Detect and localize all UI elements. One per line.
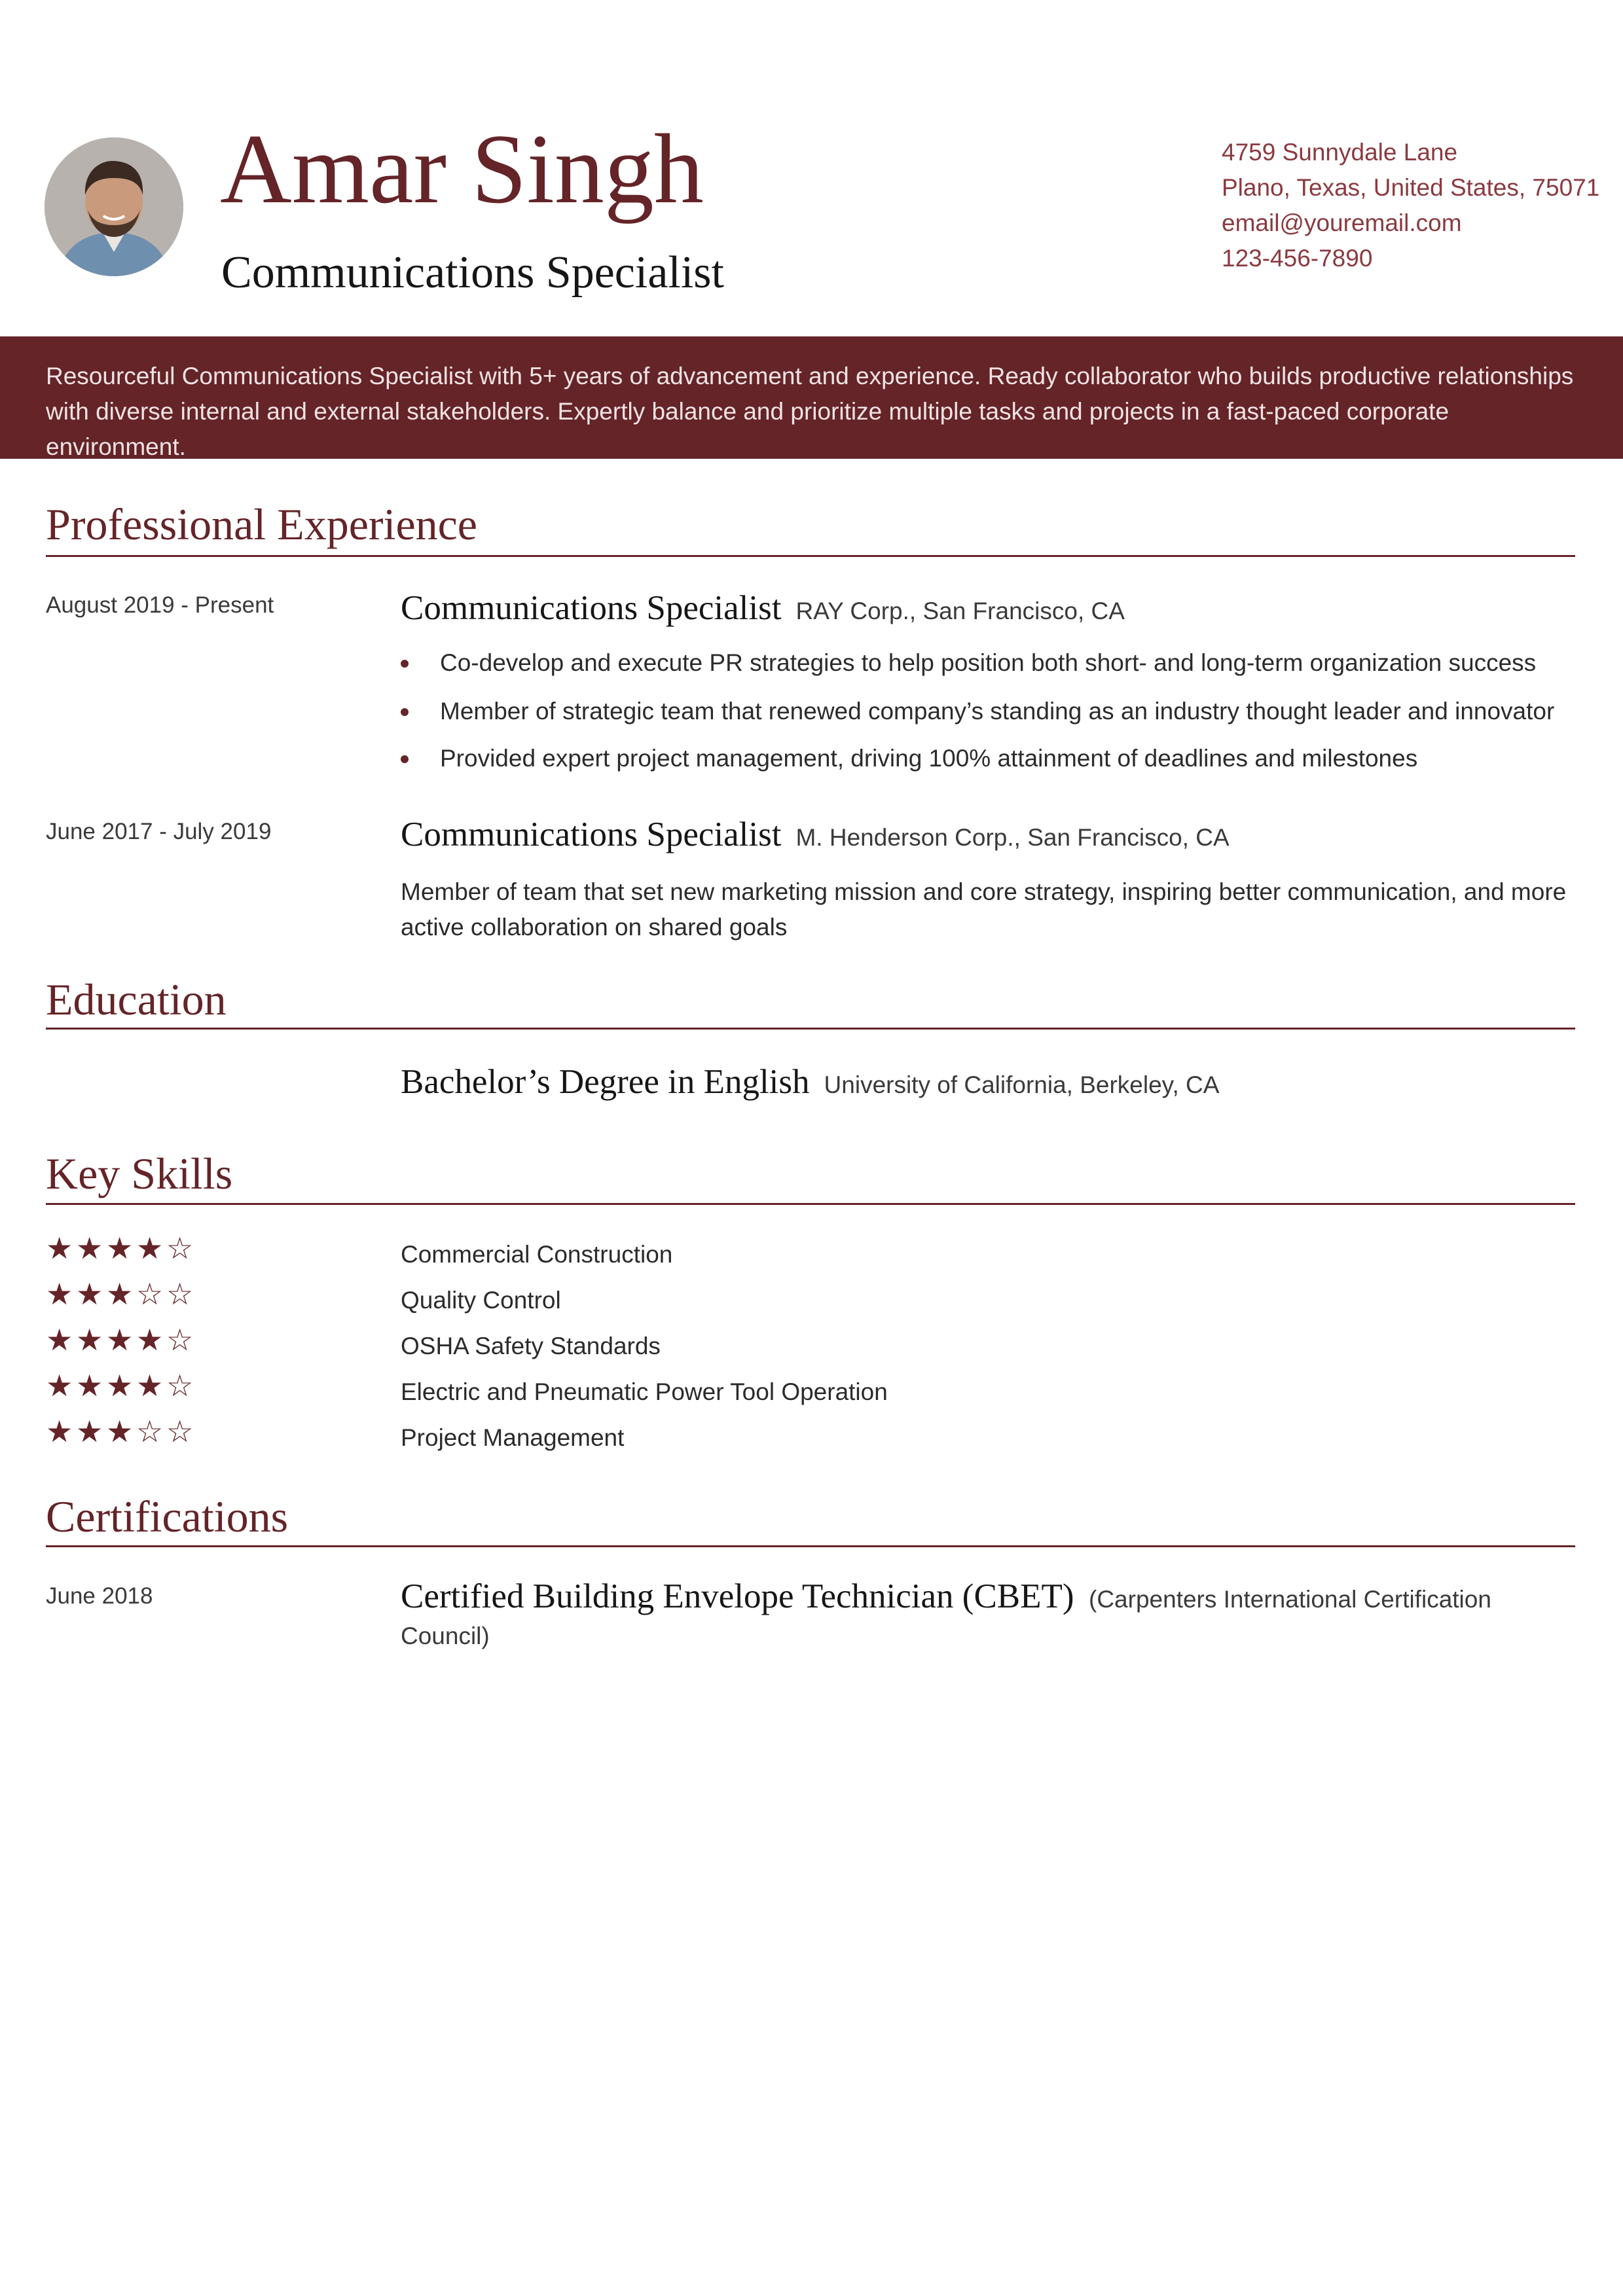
skill-rating: [46, 1278, 196, 1310]
star-empty-icon: ☆: [136, 1276, 164, 1312]
experience-1-bullet: Member of strategic team that renewed company’s standing as an industry thought leader and innovator: [401, 694, 1579, 733]
experience-1-bullet: Provided expert project management, driving 100% attainment of deadlines and milestones: [401, 741, 1579, 780]
star-filled-icon: ★: [46, 1414, 73, 1449]
section-divider: [46, 1545, 1575, 1547]
star-empty-icon: ☆: [166, 1276, 194, 1312]
candidate-name: Amar Singh: [220, 114, 704, 224]
education-school: University of California, Berkeley, CA: [824, 1071, 1220, 1098]
star-filled-icon: ★: [106, 1368, 134, 1403]
star-empty-icon: ☆: [166, 1322, 194, 1357]
profile-photo: [45, 137, 183, 276]
star-empty-icon: ☆: [166, 1414, 194, 1449]
star-filled-icon: ★: [46, 1276, 73, 1312]
certification-date: June 2018: [46, 1583, 153, 1609]
candidate-title: Communications Specialist: [221, 247, 724, 298]
summary-text: Resourceful Communications Specialist with 5+ years of advancement and experience. Ready collaborator who builds productive relationships with diverse internal and external stakeholders. Expertly balance and prioritize multiple tasks and projects in a fast-paced corporate environment.: [46, 363, 1574, 460]
skill-rating: [46, 1232, 196, 1265]
star-filled-icon: ★: [106, 1322, 134, 1357]
skill-name: Project Management: [401, 1424, 625, 1451]
skill-rating: [46, 1323, 196, 1356]
education-degree: Bachelor’s Degree in English: [401, 1063, 810, 1101]
star-filled-icon: ★: [76, 1276, 103, 1312]
star-empty-icon: ☆: [166, 1368, 194, 1403]
section-title-education: Education: [46, 975, 227, 1024]
bullet-icon: [401, 660, 409, 668]
experience-1-heading: [401, 586, 1125, 633]
experience-2-company: M. Henderson Corp., San Francisco, CA: [795, 824, 1230, 851]
skill-rating: [46, 1369, 196, 1402]
experience-1-company: RAY Corp., San Francisco, CA: [795, 598, 1125, 624]
star-filled-icon: ★: [76, 1414, 103, 1449]
star-filled-icon: ★: [106, 1230, 134, 1266]
section-title-skills: Key Skills: [46, 1149, 233, 1198]
experience-2-dates: June 2017 - July 2019: [46, 819, 272, 844]
experience-2-heading: [401, 813, 1230, 859]
certification-issuer: (Carpenters International Certification Council): [401, 1586, 1491, 1649]
star-filled-icon: ★: [76, 1368, 103, 1403]
certification-entry: [401, 1575, 1579, 1655]
experience-1-role: Communications Specialist: [401, 589, 782, 627]
section-divider: [46, 555, 1575, 557]
education-heading: [401, 1060, 1219, 1107]
star-filled-icon: ★: [46, 1230, 73, 1266]
bullet-icon: [401, 755, 409, 763]
star-filled-icon: ★: [106, 1414, 134, 1449]
bullet-icon: [401, 708, 409, 716]
skill-name: Quality Control: [401, 1287, 561, 1314]
skill-name: Commercial Construction: [401, 1241, 673, 1268]
section-title-certifications: Certifications: [46, 1492, 289, 1541]
experience-1-bullet: Co-develop and execute PR strategies to help position both short- and long-term organization success: [401, 645, 1579, 685]
star-filled-icon: ★: [136, 1322, 164, 1357]
skill-name: OSHA Safety Standards: [401, 1333, 661, 1359]
star-filled-icon: ★: [76, 1230, 103, 1266]
section-divider: [46, 1203, 1575, 1205]
phone-number: 123-456-7890: [1222, 245, 1373, 272]
skill-rating: [46, 1415, 196, 1448]
star-filled-icon: ★: [46, 1322, 73, 1357]
star-filled-icon: ★: [136, 1230, 164, 1266]
address-line-2: Plano, Texas, United States, 75071: [1222, 174, 1600, 201]
certification-title: Certified Building Envelope Technician (CBET): [401, 1577, 1074, 1615]
experience-2-role: Communications Specialist: [401, 816, 782, 853]
star-filled-icon: ★: [136, 1368, 164, 1403]
section-title-experience: Professional Experience: [46, 499, 477, 549]
person-avatar-icon: [45, 137, 183, 276]
skill-name: Electric and Pneumatic Power Tool Operation: [401, 1378, 888, 1405]
summary-band: [0, 336, 1623, 459]
star-filled-icon: ★: [46, 1368, 73, 1403]
star-filled-icon: ★: [106, 1276, 134, 1312]
email-link[interactable]: email@youremail.com: [1222, 209, 1462, 236]
experience-2-description: Member of team that set new marketing mission and core strategy, inspiring better communication, and more active collaboration on shared goals: [401, 878, 1567, 941]
section-divider: [46, 1028, 1575, 1030]
contact-block: [1222, 135, 1600, 276]
star-empty-icon: ☆: [136, 1414, 164, 1449]
experience-1-dates: August 2019 - Present: [46, 592, 274, 618]
star-empty-icon: ☆: [166, 1230, 194, 1266]
star-filled-icon: ★: [76, 1322, 103, 1357]
address-line-1: 4759 Sunnydale Lane: [1222, 139, 1458, 166]
